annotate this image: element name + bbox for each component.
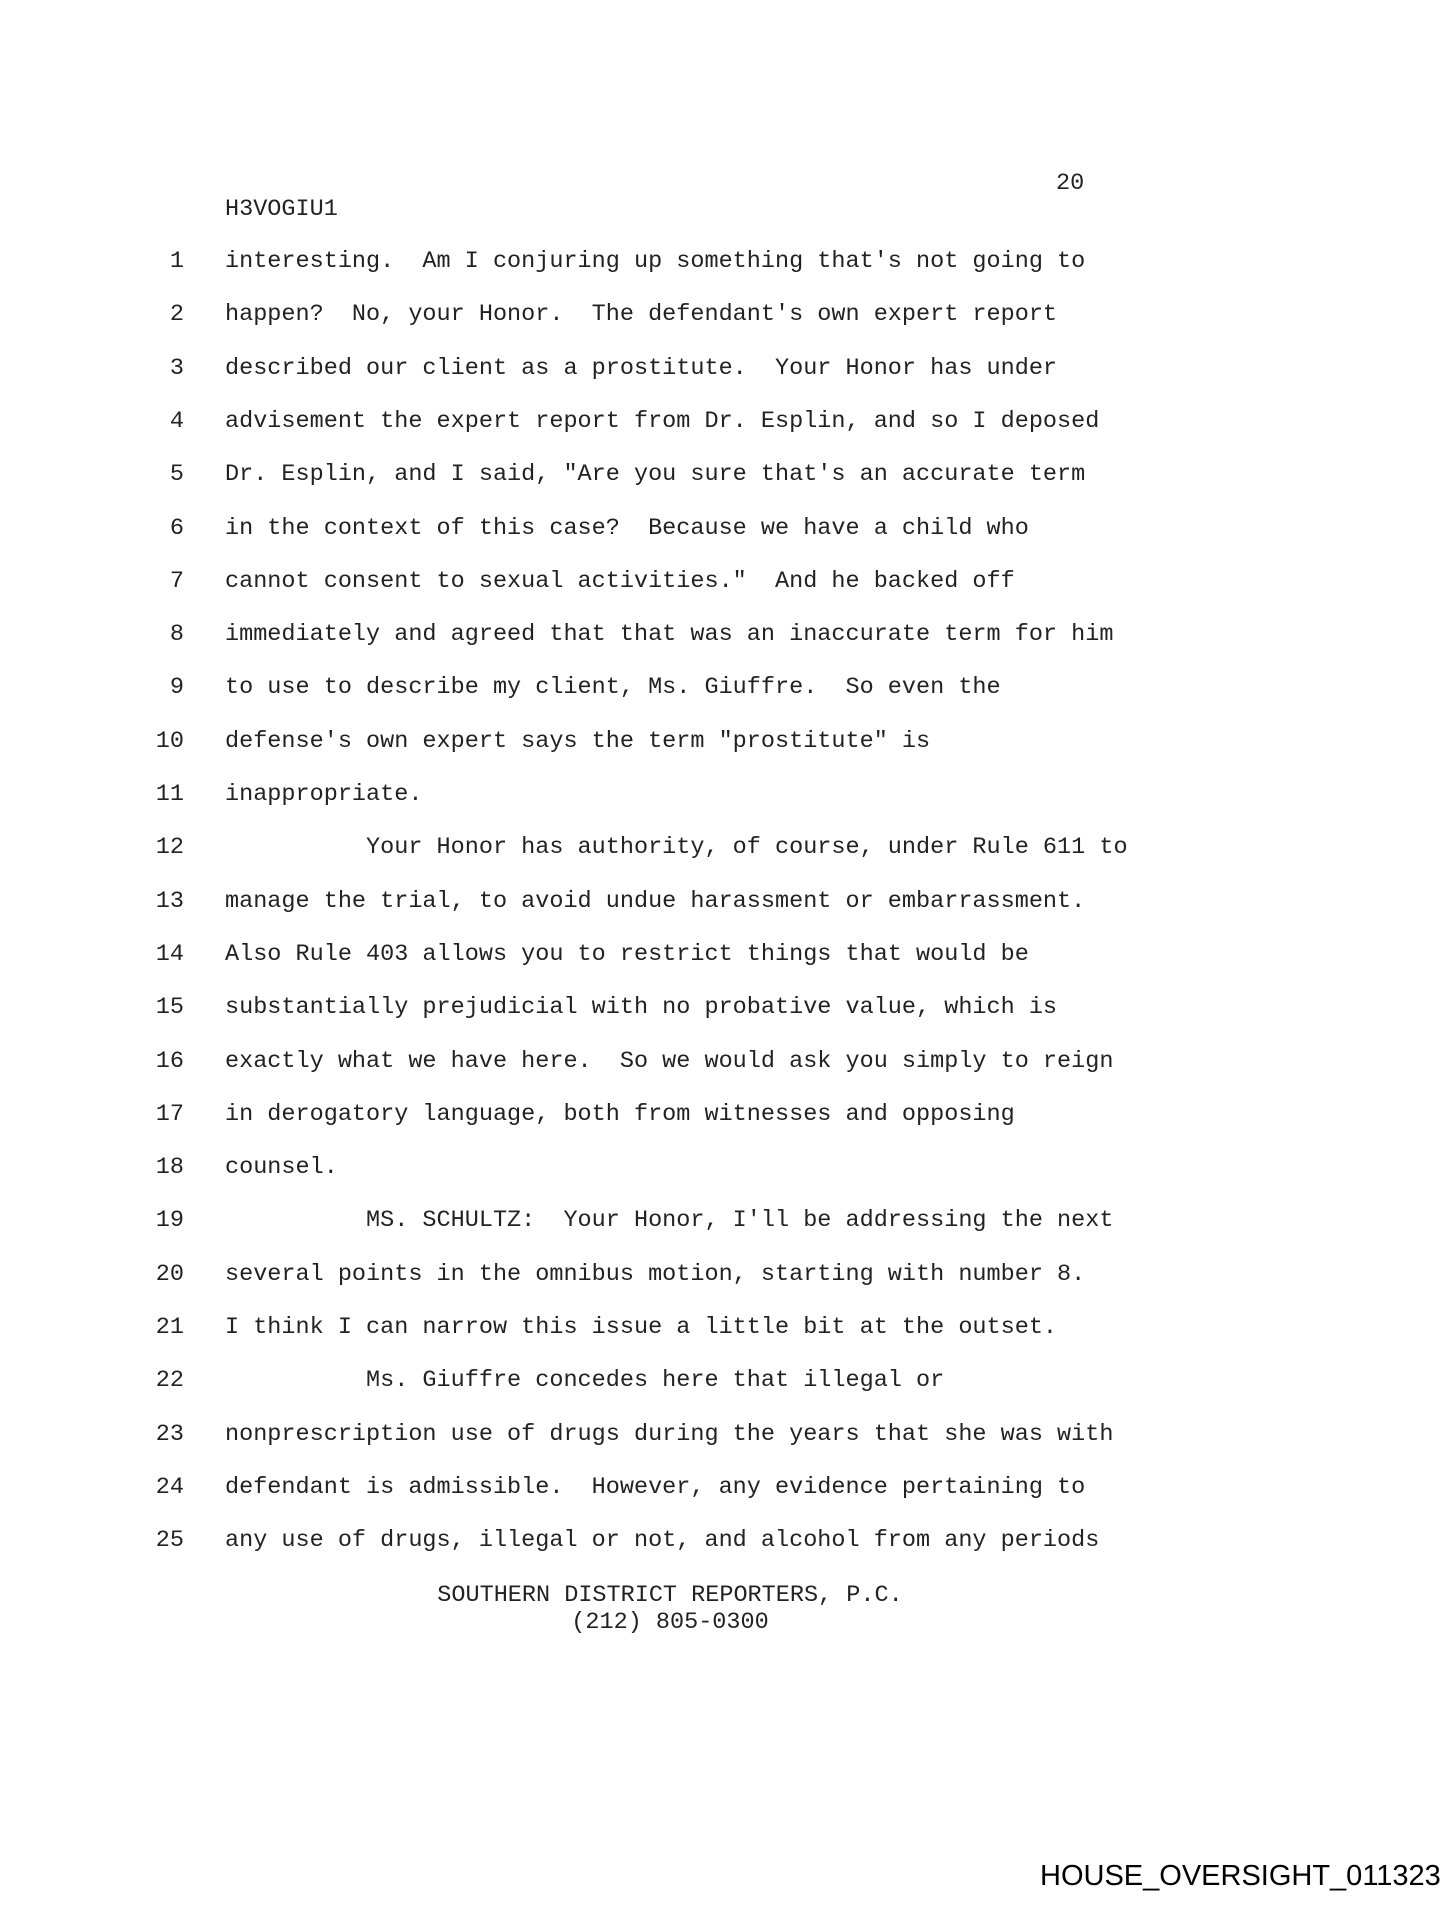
line-number: 11	[155, 781, 184, 808]
transcript-line: Dr. Esplin, and I said, "Are you sure that's an accurate term	[225, 461, 1086, 489]
line-number: 6	[169, 514, 184, 542]
line-number: 23	[155, 1420, 184, 1448]
transcript-line: I think I can narrow this issue a little bit at the outset.	[225, 1314, 1058, 1341]
case-id-header: H3VOGIU1	[225, 196, 338, 223]
line-number: 12	[155, 834, 184, 862]
transcript-line: Ms. Giuffre concedes here that illegal or	[225, 1367, 945, 1395]
line-number: 20	[155, 1260, 184, 1288]
line-number: 17	[155, 1100, 184, 1128]
line-number: 5	[169, 461, 184, 489]
transcript-line: described our client as a prostitute. Your Honor has under	[225, 354, 1058, 382]
bates-number: HOUSE_OVERSIGHT_011323	[1040, 1860, 1441, 1892]
transcript-line: happen? No, your Honor. The defendant's own expert report	[225, 301, 1058, 329]
transcript-line: MS. SCHULTZ: Your Honor, I'll be addressing the next	[225, 1207, 1114, 1235]
transcript-line: nonprescription use of drugs during the years that she was with	[225, 1420, 1114, 1448]
transcript-line: advisement the expert report from Dr. Esplin, and so I deposed	[225, 407, 1100, 435]
line-number: 1	[169, 248, 184, 275]
transcript-line: manage the trial, to avoid undue harassment or embarrassment.	[225, 887, 1086, 915]
line-number: 10	[155, 727, 184, 755]
transcript-line: defendant is admissible. However, any evidence pertaining to	[225, 1473, 1086, 1501]
line-number: 14	[155, 940, 184, 968]
transcript-line: several points in the omnibus motion, starting with number 8.	[225, 1260, 1086, 1288]
line-number: 22	[155, 1367, 184, 1395]
transcript-line: inappropriate.	[225, 781, 423, 808]
transcript-line: in derogatory language, both from witnesses and opposing	[225, 1100, 1015, 1128]
line-number: 18	[155, 1154, 184, 1182]
transcript-line: in the context of this case? Because we have a child who	[225, 514, 1029, 542]
line-number: 21	[155, 1314, 184, 1341]
transcript-line: Your Honor has authority, of course, under Rule 611 to	[225, 834, 1128, 862]
line-number: 13	[155, 887, 184, 915]
transcript-line: any use of drugs, illegal or not, and alcohol from any periods	[225, 1527, 1100, 1555]
page-number: 20	[1056, 170, 1085, 197]
transcript-line: cannot consent to sexual activities." And he backed off	[225, 567, 1015, 595]
line-number: 3	[169, 354, 184, 382]
transcript-line: to use to describe my client, Ms. Giuffre. So even the	[225, 674, 1001, 702]
reporter-phone: (212) 805-0300	[571, 1609, 769, 1636]
line-number: 15	[155, 994, 184, 1022]
reporter-name: SOUTHERN DISTRICT REPORTERS, P.C.	[437, 1582, 903, 1609]
transcript-line: Also Rule 403 allows you to restrict things that would be	[225, 940, 1029, 968]
transcript-line: interesting. Am I conjuring up something that's not going to	[225, 248, 1086, 275]
line-number: 16	[155, 1047, 184, 1075]
transcript-line: defense's own expert says the term "prostitute" is	[225, 727, 931, 755]
line-number: 24	[155, 1473, 184, 1501]
transcript-line: counsel.	[225, 1154, 338, 1182]
line-number: 9	[169, 674, 184, 702]
transcript-line: immediately and agreed that that was an inaccurate term for him	[225, 621, 1114, 649]
transcript-line: substantially prejudicial with no probative value, which is	[225, 994, 1058, 1022]
line-number: 4	[169, 407, 184, 435]
transcript-line: exactly what we have here. So we would ask you simply to reign	[225, 1047, 1114, 1075]
line-number: 25	[155, 1527, 184, 1555]
line-number: 7	[169, 567, 184, 595]
line-number: 19	[155, 1207, 184, 1235]
line-number: 8	[169, 621, 184, 649]
line-number: 2	[169, 301, 184, 329]
